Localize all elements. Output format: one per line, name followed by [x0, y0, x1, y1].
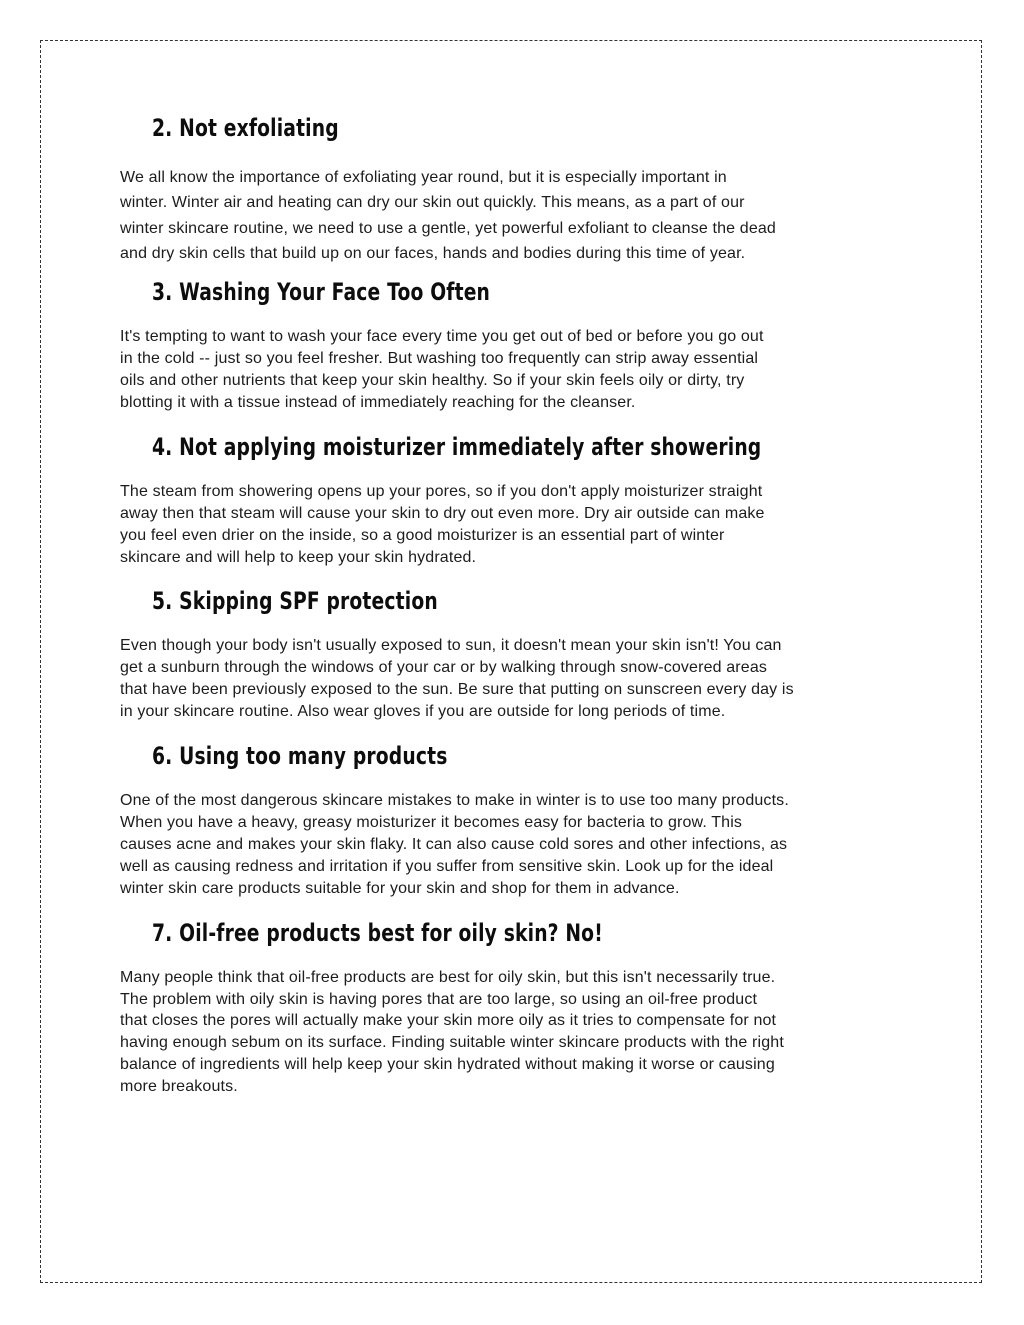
paragraph-line: It's tempting to want to wash your face every time you get out of bed or before you go out — [120, 328, 764, 346]
paragraph-line: winter skin care products suitable for your skin and shop for them in advance. — [120, 879, 680, 897]
section-paragraph — [120, 635, 910, 723]
paragraph-line: Many people think that oil-free products are best for oily skin, but this isn't necessarily true. — [120, 968, 776, 986]
section-heading: 5. Skipping SPF protection — [152, 587, 438, 616]
section-too-many-products — [120, 736, 910, 900]
paragraph-line: When you have a heavy, greasy moisturizer it becomes easy for bacteria to grow. This — [120, 813, 743, 831]
paragraph-line: causes acne and makes your skin flaky. It can also cause cold sores and other infections, as — [120, 835, 788, 853]
section-paragraph — [120, 165, 910, 266]
section-paragraph — [120, 326, 910, 414]
paragraph-line: and dry skin cells that build up on our faces, hands and bodies during this time of year. — [120, 244, 746, 262]
paragraph-line: The problem with oily skin is having pores that are too large, so using an oil-free product — [120, 990, 758, 1008]
section-washing-face — [120, 272, 910, 414]
paragraph-line: winter. Winter air and heating can dry our skin out quickly. This means, as a part of our — [120, 194, 745, 212]
paragraph-line: having enough sebum on its surface. Finding suitable winter skincare products with the right — [120, 1034, 784, 1052]
paragraph-line: more breakouts. — [120, 1078, 238, 1096]
section-heading: 4. Not applying moisturizer immediately after showering — [152, 432, 762, 461]
section-heading: 6. Using too many products — [152, 742, 448, 771]
paragraph-line: that have been previously exposed to the sun. Be sure that putting on sunscreen every day is — [120, 681, 794, 699]
document-body — [120, 108, 910, 1098]
paragraph-line: One of the most dangerous skincare mistakes to make in winter is to use too many products. — [120, 792, 789, 810]
paragraph-line: that closes the pores will actually make your skin more oily as it tries to compensate for not — [120, 1012, 777, 1030]
section-paragraph — [120, 790, 910, 900]
section-heading: 2. Not exfoliating — [152, 114, 339, 142]
paragraph-line: blotting it with a tissue instead of immediately reaching for the cleanser. — [120, 393, 636, 411]
paragraph-line: you feel even drier on the inside, so a good moisturizer is an essential part of winter — [120, 526, 725, 544]
section-paragraph — [120, 481, 910, 569]
section-paragraph — [120, 967, 910, 1098]
section-spf — [120, 581, 910, 723]
section-heading: 7. Oil-free products best for oily skin? No! — [152, 918, 603, 947]
section-not-exfoliating — [120, 108, 910, 266]
paragraph-line: well as causing redness and irritation if you suffer from sensitive skin. Look up for the ideal — [120, 857, 774, 875]
paragraph-line: get a sunburn through the windows of your car or by walking through snow-covered areas — [120, 659, 768, 677]
paragraph-line: skincare and will help to keep your skin hydrated. — [120, 548, 477, 566]
paragraph-line: winter skincare routine, we need to use a gentle, yet powerful exfoliant to cleanse the dead — [120, 219, 776, 237]
paragraph-line: balance of ingredients will help keep your skin hydrated without making it worse or causing — [120, 1056, 775, 1074]
paragraph-line: in your skincare routine. Also wear gloves if you are outside for long periods of time. — [120, 703, 726, 721]
paragraph-line: The steam from showering opens up your pores, so if you don't apply moisturizer straight — [120, 482, 763, 500]
section-moisturizer — [120, 427, 910, 569]
paragraph-line: in the cold -- just so you feel fresher. But washing too frequently can strip away essential — [120, 350, 759, 368]
section-heading: 3. Washing Your Face Too Often — [152, 278, 491, 307]
section-oil-free — [120, 913, 910, 1098]
paragraph-line: away then that steam will cause your skin to dry out even more. Dry air outside can make — [120, 504, 765, 522]
paragraph-line: We all know the importance of exfoliating year round, but it is especially important in — [120, 169, 727, 186]
paragraph-line: Even though your body isn't usually exposed to sun, it doesn't mean your skin isn't! You can — [120, 637, 782, 655]
paragraph-line: oils and other nutrients that keep your skin healthy. So if your skin feels oily or dirty, try — [120, 372, 745, 389]
